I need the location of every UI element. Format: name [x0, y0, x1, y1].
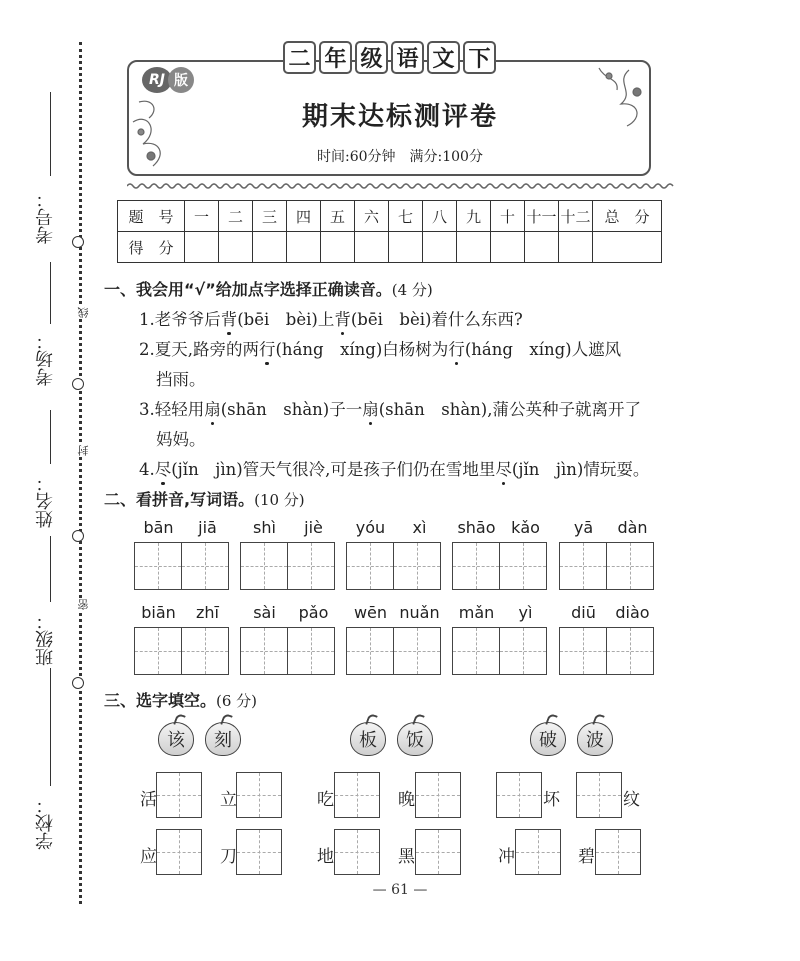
question-4: [139, 456, 649, 480]
pinyin-word-group: [452, 603, 550, 675]
apple-char: 波: [586, 730, 604, 751]
score-header-cell: 十: [491, 201, 525, 232]
fill-word-char: 地: [317, 847, 334, 867]
grade-char: 级: [355, 41, 388, 74]
writing-cell[interactable]: [240, 627, 288, 675]
question-2: [139, 336, 621, 360]
pinyin-choice[interactable]: (háng xíng)白杨树为: [275, 340, 449, 359]
pinyin-word-group: [134, 603, 232, 675]
apple-option: [530, 722, 566, 756]
question-number: 1.: [139, 310, 155, 329]
fill-word-char: 冲: [498, 847, 515, 867]
score-header-cell: 六: [355, 201, 389, 232]
score-cell[interactable]: [389, 232, 423, 263]
score-header-row: [118, 201, 662, 232]
score-cell[interactable]: [355, 232, 389, 263]
fill-blank-cell[interactable]: [334, 772, 380, 818]
question-number: 2.: [139, 340, 155, 359]
exam-room-label: 考场：: [35, 332, 56, 386]
section-points: (6 分): [216, 692, 258, 710]
writing-cell[interactable]: [559, 542, 607, 590]
fill-blank-cell[interactable]: [236, 772, 282, 818]
pinyin-label: yā: [573, 518, 594, 537]
pinyin-choice[interactable]: (jǐn jìn)情玩耍。: [511, 460, 650, 479]
fill-blank-cell[interactable]: [496, 772, 542, 818]
exam-meta: 时间:60分钟 满分:100分: [317, 149, 483, 165]
score-cell[interactable]: [185, 232, 219, 263]
pinyin-label: diào: [615, 603, 650, 622]
apple-char: 破: [539, 730, 557, 751]
grade-char: 年: [319, 41, 352, 74]
fill-blank-cell[interactable]: [156, 772, 202, 818]
score-header-cell: 三: [253, 201, 287, 232]
score-value-row: [118, 232, 662, 263]
section-3-title: [104, 688, 257, 711]
writing-cell[interactable]: [559, 627, 607, 675]
pinyin-label: kǎo: [511, 518, 540, 537]
binding-hole: [72, 677, 84, 689]
fill-word-char: 碧: [578, 847, 595, 867]
pinyin-label: jiā: [198, 518, 217, 537]
fill-word-char: 坏: [543, 790, 560, 810]
cut-mark-mi: 密: [77, 599, 90, 610]
writing-cell[interactable]: [393, 542, 441, 590]
fill-blank-cell[interactable]: [415, 772, 461, 818]
edition-ban: 版: [168, 67, 194, 93]
score-cell[interactable]: [457, 232, 491, 263]
pinyin-label: zhī: [196, 603, 219, 622]
writing-cell[interactable]: [452, 542, 500, 590]
section-points: (10 分): [254, 491, 305, 509]
writing-cell[interactable]: [346, 627, 394, 675]
class-label: 班级：: [35, 612, 56, 666]
binding-hole: [72, 530, 84, 542]
pinyin-choice[interactable]: (shān shàn)子一: [220, 400, 363, 419]
score-header-cell: 八: [423, 201, 457, 232]
pinyin-label: wēn: [353, 603, 388, 622]
fill-blank-cell[interactable]: [576, 772, 622, 818]
grade-banner: [283, 41, 496, 74]
score-cell[interactable]: [593, 232, 662, 263]
apple-option: [350, 722, 386, 756]
page-title: 期末达标测评卷: [301, 102, 498, 132]
fill-word-char: 纹: [623, 790, 640, 810]
pinyin-word-group: [134, 518, 232, 590]
writing-cell[interactable]: [181, 627, 229, 675]
pinyin-label: pǎo: [298, 603, 329, 622]
score-row-label: 得 分: [118, 232, 185, 263]
school-label: 学校：: [35, 796, 56, 850]
grade-char: 二: [283, 41, 316, 74]
pinyin-label: shì: [253, 518, 276, 537]
dotted-char: 尽: [495, 456, 512, 480]
exam-room-field[interactable]: [50, 262, 51, 324]
pinyin-label: bān: [143, 518, 174, 537]
fill-word-char: 活: [140, 790, 157, 810]
section-1-title: [104, 277, 433, 300]
fill-blank-cell[interactable]: [156, 829, 202, 875]
question-2-continued: 挡雨。: [156, 370, 206, 389]
writing-cell[interactable]: [393, 627, 441, 675]
pinyin-label: xì: [412, 518, 427, 537]
edition-badge: [142, 66, 194, 94]
dotted-char: 行: [448, 336, 465, 360]
fill-word-char: 吃: [317, 790, 334, 810]
wavy-divider: [127, 182, 675, 190]
writing-cell[interactable]: [452, 627, 500, 675]
apple-option: [205, 722, 241, 756]
score-header-cell: 二: [219, 201, 253, 232]
pinyin-label: mǎn: [458, 603, 495, 622]
writing-cell[interactable]: [240, 542, 288, 590]
score-header-cell: 一: [185, 201, 219, 232]
writing-cell[interactable]: [134, 542, 182, 590]
writing-cell[interactable]: [606, 542, 654, 590]
pinyin-choice[interactable]: (shān shàn),蒲公英种子就离开了: [378, 400, 641, 419]
pinyin-label: dàn: [617, 518, 648, 537]
dotted-char: 背: [334, 306, 351, 330]
fill-word-char: 刀: [220, 847, 237, 867]
score-cell[interactable]: [219, 232, 253, 263]
apple-char: 饭: [406, 730, 424, 751]
fill-word-char: 晚: [398, 790, 415, 810]
score-header-cell: 九: [457, 201, 491, 232]
writing-cell[interactable]: [287, 627, 335, 675]
fill-blank-cell[interactable]: [515, 829, 561, 875]
question-3: [139, 396, 641, 420]
section-title-text: 三、选字填空。: [104, 691, 217, 710]
question-1: [139, 306, 523, 330]
binding-hole: [72, 378, 84, 390]
score-header-cell: 七: [389, 201, 423, 232]
writing-cell[interactable]: [499, 542, 547, 590]
exam-number-label: 考号：: [35, 190, 56, 244]
grade-char: 下: [463, 41, 496, 74]
writing-cell[interactable]: [346, 542, 394, 590]
score-cell[interactable]: [491, 232, 525, 263]
pinyin-choice[interactable]: (bēi bèi)着什么东西?: [350, 310, 523, 329]
score-cell[interactable]: [525, 232, 559, 263]
score-header-cell: 十二: [559, 201, 593, 232]
cut-mark-feng: 封: [77, 445, 90, 456]
fill-blank-cell[interactable]: [415, 829, 461, 875]
section-title-text: 二、看拼音,写词语。: [104, 490, 255, 509]
score-table: [117, 200, 662, 263]
page-number: — 61 —: [372, 882, 428, 898]
pinyin-choice[interactable]: (bēi bèi)上: [237, 310, 335, 329]
cut-dotted-line: [79, 42, 82, 904]
pinyin-label: sài: [253, 603, 276, 622]
pinyin-label: nuǎn: [399, 603, 440, 622]
fill-word-char: 应: [140, 847, 157, 867]
section-points: (4 分): [391, 281, 433, 299]
pinyin-label: biān: [141, 603, 176, 622]
pinyin-word-group: [452, 518, 550, 590]
pinyin-word-group: [240, 518, 338, 590]
pinyin-choice[interactable]: (jǐn jìn)管天气很冷,可是孩子们仍在雪地里: [171, 460, 496, 479]
question-text: 轻轻用: [154, 400, 205, 419]
fill-word-char: 黑: [398, 847, 415, 867]
class-field[interactable]: [50, 536, 51, 602]
score-header-cell: 总 分: [593, 201, 662, 232]
writing-cell[interactable]: [287, 542, 335, 590]
score-cell[interactable]: [559, 232, 593, 263]
pinyin-label: yóu: [355, 518, 386, 537]
score-header-cell: 四: [287, 201, 321, 232]
grade-char: 文: [427, 41, 460, 74]
dotted-char: 行: [259, 336, 276, 360]
question-3-continued: 妈妈。: [156, 430, 206, 449]
writing-cell[interactable]: [134, 627, 182, 675]
apple-char: 该: [167, 730, 185, 751]
score-header-cell: 五: [321, 201, 355, 232]
pinyin-label: jiè: [304, 518, 323, 537]
pinyin-word-group: [346, 518, 444, 590]
apple-char: 板: [359, 730, 377, 751]
fill-blank-cell[interactable]: [236, 829, 282, 875]
score-header-cell: 十一: [525, 201, 559, 232]
edition-rj: RJ: [142, 67, 172, 93]
score-cell[interactable]: [423, 232, 457, 263]
dotted-char: 背: [221, 306, 238, 330]
pinyin-word-group: [346, 603, 444, 675]
pinyin-word-group: [240, 603, 338, 675]
dotted-char: 扇: [204, 396, 221, 420]
pinyin-label: shāo: [457, 518, 496, 537]
question-number: 3.: [139, 400, 155, 419]
dotted-char: 扇: [362, 396, 379, 420]
question-text: 老爷爷后: [154, 310, 221, 329]
grade-char: 语: [391, 41, 424, 74]
fill-blank-cell[interactable]: [334, 829, 380, 875]
writing-cell[interactable]: [181, 542, 229, 590]
pinyin-word-group: [559, 603, 657, 675]
pinyin-label: diū: [571, 603, 596, 622]
dotted-char: 尽: [155, 456, 172, 480]
fill-blank-cell[interactable]: [595, 829, 641, 875]
cut-mark-xian: 线: [77, 307, 90, 318]
section-title-text: 一、我会用“√”给加点字选择正确读音。: [104, 280, 392, 299]
question-number: 4.: [139, 460, 155, 479]
apple-option: [397, 722, 433, 756]
question-text: 夏天,路旁的两: [154, 340, 259, 359]
name-field[interactable]: [50, 410, 51, 464]
score-cell[interactable]: [287, 232, 321, 263]
apple-option: [577, 722, 613, 756]
name-label: 姓名：: [35, 474, 56, 528]
school-field[interactable]: [50, 668, 51, 786]
binding-hole: [72, 236, 84, 248]
pinyin-word-group: [559, 518, 657, 590]
fill-word-char: 立: [220, 790, 237, 810]
section-2-title: [104, 487, 305, 510]
score-header-cell: 题 号: [118, 201, 185, 232]
pinyin-choice[interactable]: (háng xíng)人遮风: [464, 340, 622, 359]
apple-option: [158, 722, 194, 756]
writing-cell[interactable]: [606, 627, 654, 675]
writing-cell[interactable]: [499, 627, 547, 675]
score-cell[interactable]: [321, 232, 355, 263]
apple-char: 刻: [214, 730, 232, 751]
pinyin-label: yì: [518, 603, 533, 622]
score-cell[interactable]: [253, 232, 287, 263]
